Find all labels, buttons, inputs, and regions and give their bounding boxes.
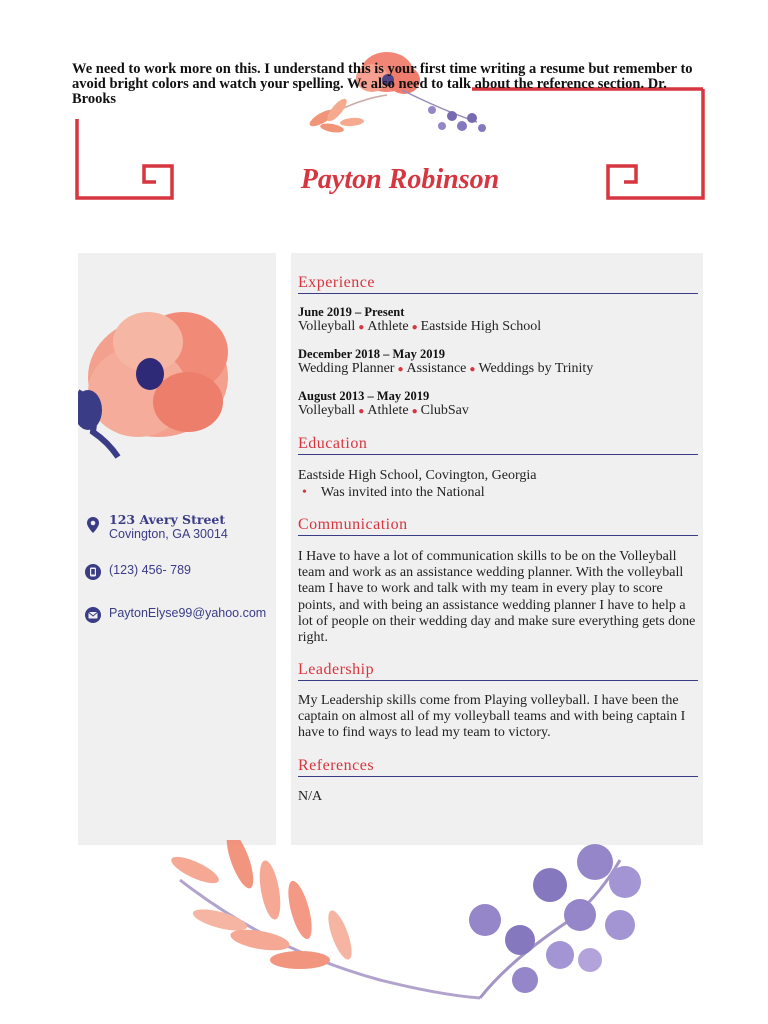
references-text: N/A xyxy=(298,789,323,804)
job-line xyxy=(298,361,698,377)
section-title-education: Education xyxy=(298,435,698,455)
email-icon xyxy=(84,606,102,624)
bullet-separator: ● xyxy=(411,322,418,333)
address-street: 123 Avery Street xyxy=(109,512,226,527)
reviewer-comment: We need to work more on this. I understand this is your first time writing a resume but remember to avoid bright colors and watch your spelling. We also need to talk about the reference section. Dr. Brooks xyxy=(72,61,693,107)
location-pin-icon xyxy=(84,516,102,534)
communication-text: I Have to have a lot of communication skills to be on the Volleyball team and work as an assistance wedding planner. With the volleyball team I have to work and talk with my team in every play to score points, and with being an assistance wedding planner I have to help a lot of people on their wedding day and make sure everything gets done right. xyxy=(298,549,696,646)
job-position: Athlete xyxy=(367,403,409,418)
job-date: June 2019 – Present xyxy=(298,305,405,319)
job-role: Volleyball xyxy=(298,319,356,334)
job-org: ClubSav xyxy=(420,403,469,418)
phone-number: (123) 456- 789 xyxy=(109,563,192,577)
address-city: Covington, GA 30014 xyxy=(109,527,228,541)
section-title-references: References xyxy=(298,757,698,777)
job-date: December 2018 – May 2019 xyxy=(298,347,445,361)
education-school: Eastside High School, Covington, Georgia xyxy=(298,468,537,483)
job-line xyxy=(298,403,698,419)
bullet-dot: • xyxy=(302,485,307,500)
bullet-separator: ● xyxy=(358,322,365,333)
section-title-communication: Communication xyxy=(298,516,698,536)
bottom-floral-decoration xyxy=(150,840,670,1020)
bullet-separator: ● xyxy=(411,406,418,417)
job-line xyxy=(298,319,698,335)
job-role: Wedding Planner xyxy=(298,361,395,376)
job-org: Weddings by Trinity xyxy=(478,361,594,376)
job-position: Assistance xyxy=(406,361,467,376)
job-org: Eastside High School xyxy=(420,319,542,334)
job-role: Volleyball xyxy=(298,403,356,418)
job-position: Athlete xyxy=(367,319,409,334)
poppy-illustration xyxy=(78,282,238,462)
bullet-separator: ● xyxy=(397,364,404,375)
job-date: August 2013 – May 2019 xyxy=(298,389,430,403)
education-bullet xyxy=(298,485,698,501)
bullet-separator: ● xyxy=(469,364,476,375)
leadership-text: My Leadership skills come from Playing volleyball. I have been the captain on almost all of my volleyball teams and with being captain I have to find ways to lead my team to victory. xyxy=(298,693,686,741)
resume-name: Payton Robinson xyxy=(300,164,500,195)
education-bullet-text: Was invited into the National xyxy=(320,485,485,500)
bullet-separator: ● xyxy=(358,406,365,417)
section-title-experience: Experience xyxy=(298,274,698,294)
email-address[interactable]: PaytonElyse99@yahoo.com xyxy=(109,606,267,620)
section-title-leadership: Leadership xyxy=(298,661,698,681)
phone-icon xyxy=(84,563,102,581)
